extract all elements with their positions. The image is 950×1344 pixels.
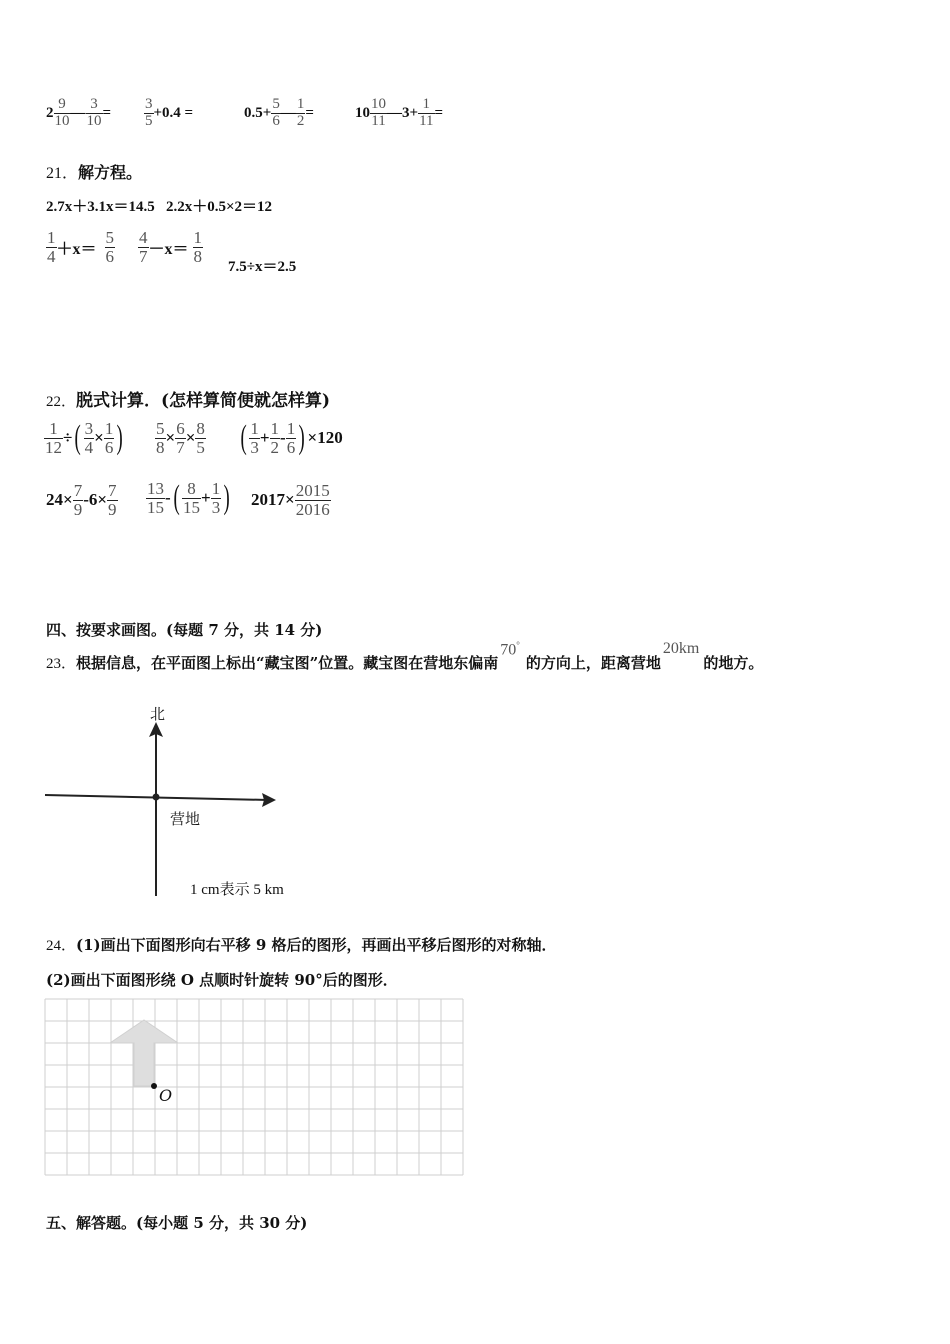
- q22-expression-c: [238, 420, 343, 457]
- q24-part-2: (2)画出下面图形绕 O 点顺时针旋转 90°后的图形．: [46, 971, 398, 989]
- plus-sign: +: [201, 488, 211, 508]
- q22-title: 22．脱式计算．(怎样算简便就怎样算): [46, 391, 331, 411]
- q21-equations-line-1: 2.7x＋3.1x＝14.5 2.2x＋0.5×2＝12: [46, 199, 273, 215]
- q20-expression-1: [46, 97, 111, 130]
- q21-title: 21．解方程。: [46, 163, 143, 182]
- prefix: 0.5+: [244, 104, 272, 121]
- fraction: $\frac{8}{15}$: [183, 479, 200, 517]
- square-grid: [44, 998, 466, 1178]
- operator: ＋x＝: [56, 240, 97, 258]
- q22-expression-f: [251, 482, 331, 519]
- expression-rest: +0.4 =: [153, 104, 194, 121]
- fraction: $\frac{6}{7}$: [176, 419, 185, 457]
- fraction: $\frac{1}{11}$: [419, 96, 434, 129]
- q20-expression-2: [144, 97, 193, 130]
- camp-label: 营地: [170, 810, 201, 828]
- fraction: $\frac{13}{15}$: [147, 479, 164, 517]
- plus-sign: +: [259, 428, 270, 448]
- arrow-shape: [110, 1020, 178, 1086]
- fraction: $\frac{1}{2}$: [296, 96, 305, 129]
- minus-sign: -: [165, 488, 171, 508]
- q22-expression-e: [146, 480, 233, 517]
- fraction: $\frac{9}{10}$: [54, 96, 70, 129]
- equals: =: [102, 104, 112, 121]
- q21-equation-fraction-2: [138, 229, 203, 266]
- fraction: $\frac{7}{9}$: [73, 481, 83, 519]
- expression-rest: ×120: [307, 428, 343, 448]
- times-sign: ×: [94, 428, 104, 448]
- east-arrowhead: [262, 793, 276, 807]
- times-sign: ×: [185, 428, 196, 448]
- q20-expression-4: [355, 97, 443, 130]
- point-o: [151, 1083, 157, 1089]
- right-paren: ): [223, 479, 230, 517]
- camp-point: [153, 794, 160, 801]
- fraction: $\frac{5}{8}$: [156, 419, 165, 457]
- fraction: $\frac{1}{6}$: [286, 419, 296, 457]
- times-sign: ×: [165, 428, 176, 448]
- fraction: $\frac{3}{5}$: [145, 96, 153, 129]
- left-paren: (: [74, 419, 82, 457]
- distance-value: 20km: [662, 640, 700, 657]
- section-5-title: 五、解答题。(每小题 5 分，共 30 分): [46, 1214, 308, 1232]
- q22-expression-a: [44, 420, 126, 457]
- q21-equation-fraction-1: [46, 229, 115, 266]
- operator: —: [280, 104, 296, 121]
- angle-value: 70°: [500, 640, 520, 659]
- fraction: $\frac{3}{4}$: [84, 419, 94, 457]
- scale-label: 1 cm表示 5 km: [190, 882, 284, 898]
- right-paren: ): [298, 419, 305, 457]
- operator: —: [70, 104, 86, 121]
- fraction: $\frac{1}{2}$: [270, 419, 280, 457]
- prefix: 24×: [46, 490, 73, 510]
- north-label: 北: [150, 705, 166, 723]
- fraction: $\frac{4}{7}$: [139, 228, 148, 266]
- fraction: $\frac{7}{9}$: [108, 481, 117, 519]
- operator: —3+: [387, 104, 419, 121]
- q23-question: 23． 根据信息，在平面图上标出“藏宝图”位置。藏宝图在营地东偏南 70° 的方向上，距离营地 20km 的地方。: [46, 640, 764, 672]
- equals: =: [305, 104, 314, 121]
- fraction: $\frac{3}{10}$: [86, 96, 102, 129]
- minus-sign: -: [280, 428, 286, 448]
- fraction: $\frac{5}{6}$: [272, 96, 280, 129]
- q24-part-1: 24．(1)画出下面图形向右平移 9 格后的图形，再画出平移后图形的对称轴．: [46, 936, 557, 954]
- divide-sign: ÷: [63, 428, 73, 448]
- section-4-title: 四、按要求画图。(每题 7 分，共 14 分): [46, 621, 323, 639]
- fraction: $\frac{1}{6}$: [104, 419, 114, 457]
- fraction: $\frac{1}{3}$: [211, 479, 221, 517]
- left-paren: (: [173, 479, 180, 517]
- equals: =: [434, 104, 444, 121]
- q20-expression-3: [244, 97, 314, 130]
- whole-number: 2: [46, 104, 54, 121]
- fraction: $\frac{8}{5}$: [196, 419, 205, 457]
- fraction: $\frac{1}{12}$: [45, 419, 62, 457]
- q21-equation-3: 7.5÷x＝2.5: [228, 259, 297, 275]
- operator: -6×: [83, 490, 108, 510]
- q22-expression-d: [46, 482, 118, 519]
- prefix: 2017×: [251, 490, 295, 510]
- fraction: $\frac{5}{6}$: [105, 228, 115, 266]
- fraction: $\frac{2015}{2016}$: [295, 481, 330, 519]
- fraction: $\frac{10}{11}$: [371, 96, 386, 129]
- fraction: $\frac{1}{3}$: [250, 419, 259, 457]
- point-o-label: O: [159, 1086, 173, 1105]
- camp-direction-diagram: [40, 700, 300, 905]
- fraction: $\frac{1}{8}$: [193, 228, 203, 266]
- q22-expression-b: [155, 420, 206, 457]
- left-paren: (: [240, 419, 247, 457]
- operator: －x＝: [148, 240, 189, 258]
- right-paren: ): [116, 419, 124, 457]
- whole-number: 10: [355, 104, 370, 121]
- fraction: $\frac{1}{4}$: [47, 228, 56, 266]
